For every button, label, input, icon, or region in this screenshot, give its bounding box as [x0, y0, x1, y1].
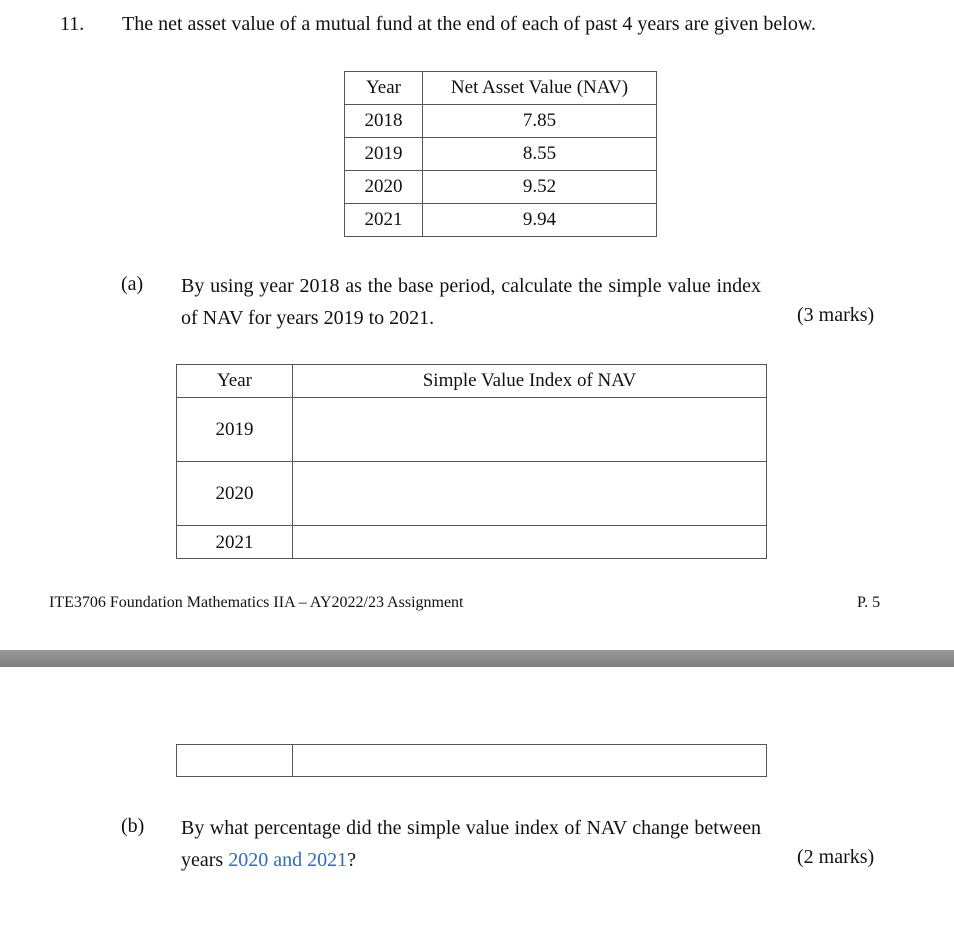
part-a-label: (a) [121, 273, 144, 295]
year-cell: 2020 [345, 171, 423, 204]
table-row [345, 171, 657, 204]
table-row [177, 462, 767, 526]
part-b-text-end: ? [347, 849, 356, 871]
part-a-text: By using year 2018 as the base period, calculate the simple value index of NAV for years 2019 to 2021. [181, 275, 761, 329]
year-cell: 2020 [177, 462, 293, 526]
table-row [345, 105, 657, 138]
nav-cell: 8.55 [423, 138, 657, 171]
table-header-row [177, 365, 767, 398]
part-b-marks: (2 marks) [797, 846, 875, 868]
year-cell: 2021 [177, 526, 293, 559]
part-b-label: (b) [121, 815, 145, 837]
table-row [177, 398, 767, 462]
page-separator [0, 650, 954, 667]
part-a-marks: (3 marks) [797, 304, 875, 326]
nav-cell: 9.52 [423, 171, 657, 204]
nav-table [344, 71, 657, 237]
part-b-text [181, 812, 761, 876]
header-year: Year [345, 72, 423, 105]
table-row [345, 138, 657, 171]
table-row [177, 526, 767, 559]
table-row [345, 204, 657, 237]
svi-table-continuation [176, 744, 767, 777]
table-row [177, 745, 767, 777]
answer-cell[interactable] [293, 398, 767, 462]
header-nav: Net Asset Value (NAV) [423, 72, 657, 105]
answer-cell[interactable] [293, 462, 767, 526]
question-number: 11. [60, 13, 85, 35]
year-cell: 2019 [177, 398, 293, 462]
part-b-text-start: By what percentage did the simple value index of NAV change between years [181, 817, 761, 871]
nav-cell: 9.94 [423, 204, 657, 237]
empty-cell[interactable] [293, 745, 767, 777]
answer-cell[interactable] [293, 526, 767, 559]
question-text: The net asset value of a mutual fund at the end of each of past 4 years are given below. [122, 13, 816, 35]
footer-course-title: ITE3706 Foundation Mathematics IIA – AY2022/23 Assignment [49, 594, 464, 611]
empty-cell[interactable] [177, 745, 293, 777]
header-svi: Simple Value Index of NAV [293, 365, 767, 398]
part-b-highlight: 2020 and 2021 [228, 849, 348, 871]
year-cell: 2021 [345, 204, 423, 237]
footer-page-number: P. 5 [857, 594, 881, 611]
table-header-row [345, 72, 657, 105]
year-cell: 2018 [345, 105, 423, 138]
year-cell: 2019 [345, 138, 423, 171]
header-year: Year [177, 365, 293, 398]
nav-cell: 7.85 [423, 105, 657, 138]
svi-answer-table [176, 364, 767, 559]
